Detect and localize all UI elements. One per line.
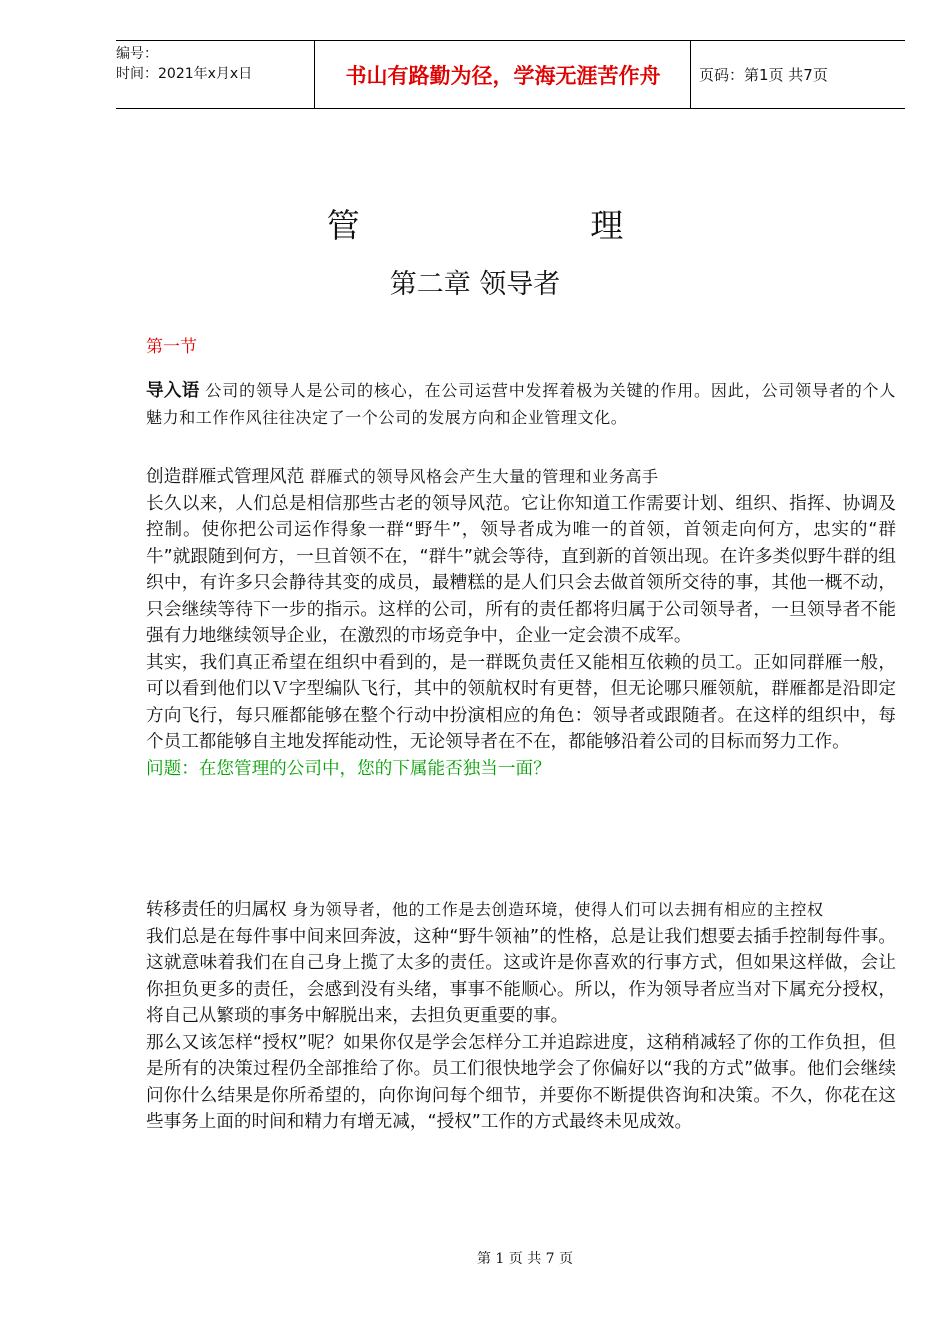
part1-heading: 创造群雁式管理风范 (146, 467, 305, 487)
intro-paragraph (146, 378, 896, 431)
page-footer: 第 1 页 共 7 页 (476, 1251, 574, 1267)
header-motto: 书山有路勤为径，学海无涯苦作舟 (316, 41, 691, 108)
header-page-info: 页码：第1页 共7页 (699, 66, 828, 84)
part1-subtitle: 群雁式的领导风格会产生大量的管理和业务高手 (309, 467, 659, 486)
part2-heading: 转移责任的归属权 (146, 900, 287, 920)
intro-heading: 导入语 (146, 381, 200, 401)
part2-paragraph-1: 我们总是在每件事中间来回奔波，这种“野牛领袖”的性格，总是让我们想要去插手控制每件事。这就意味着我们在自己身上揽了太多的责任。这或许是你喜欢的行事方式，但如果这样做，会让你担负更多的责任，会感到没有头绪，事事不能顺心。所以，作为领导者应当对下属充分授权，将自己从繁琐的事务中解脱出来，去担负更重要的事。 (146, 926, 896, 1026)
header-number-label: 编号： (116, 46, 158, 62)
intro-text: 公司的领导人是公司的核心，在公司运营中发挥着极为关键的作用。因此，公司领导者的个人魅力和工作作风往往决定了一个公司的发展方向和企业管理文化。 (146, 381, 896, 427)
part2-paragraph-2: 那么又该怎样“授权”呢？如果你仅是学会怎样分工并追踪进度，这稍稍减轻了你的工作负担，但是所有的决策过程仍全部推给了你。员工们很快地学会了你偏好以“我的方式”做事。他们会继续问你什么结果是你所希望的，向你询问每个细节，并要你不断提供咨询和决策。不久，你花在这些事务上面的时间和精力有增无减，“授权”工作的方式最终未见成效。 (146, 1032, 896, 1132)
header-time-label: 时间：2021年x月x日 (116, 66, 253, 82)
intro-block (146, 378, 896, 431)
part2-block (146, 897, 896, 1136)
part2-subtitle: 身为领导者，他的工作是去创造环境，使得人们可以去拥有相应的主控权 (292, 900, 824, 919)
header-meta-cell (116, 41, 315, 108)
document-title: 管 理 (326, 206, 624, 245)
part1-paragraph-2: 其实，我们真正希望在组织中看到的，是一群既负责任又能相互依赖的员工。正如同群雁一般，可以看到他们以Ｖ字型编队飞行，其中的领航权时有更替，但无论哪只雁领航，群雁都是沿即定方向飞行，每只雁都能够在整个行动中扮演相应的角色：领导者或跟随者。在这样的组织中，每个员工都能够自主地发挥能动性，无论领导者在不在，都能够沿着公司的目标而努力工作。 (146, 652, 896, 752)
document-header (116, 40, 905, 109)
part1-block (146, 464, 896, 782)
part1-heading-line (146, 464, 896, 491)
chapter-title: 第二章 领导者 (389, 269, 561, 300)
section-label: 第一节 (146, 337, 197, 357)
part1-question: 问题：在您管理的公司中，您的下属能否独当一面？ (146, 758, 551, 779)
part2-heading-line (146, 897, 896, 924)
part1-paragraph-1: 长久以来，人们总是相信那些古老的领导风范。它让你知道工作需要计划、组织、指挥、协调及控制。使你把公司运作得象一群“野牛”，领导者成为唯一的首领，首领走向何方，忠实的“群牛”就跟随到何方，一旦首领不在，“群牛”就会等待，直到新的首领出现。在许多类似野牛群的组织中，有许多只会静待其变的成员，最糟糕的是人们只会去做首领所交待的事，其他一概不动，只会继续等待下一步的指示。这样的公司，所有的责任都将归属于公司领导者，一旦领导者不能强有力地继续领导企业，在激烈的市场竞争中，企业一定会溃不成军。 (146, 493, 896, 646)
